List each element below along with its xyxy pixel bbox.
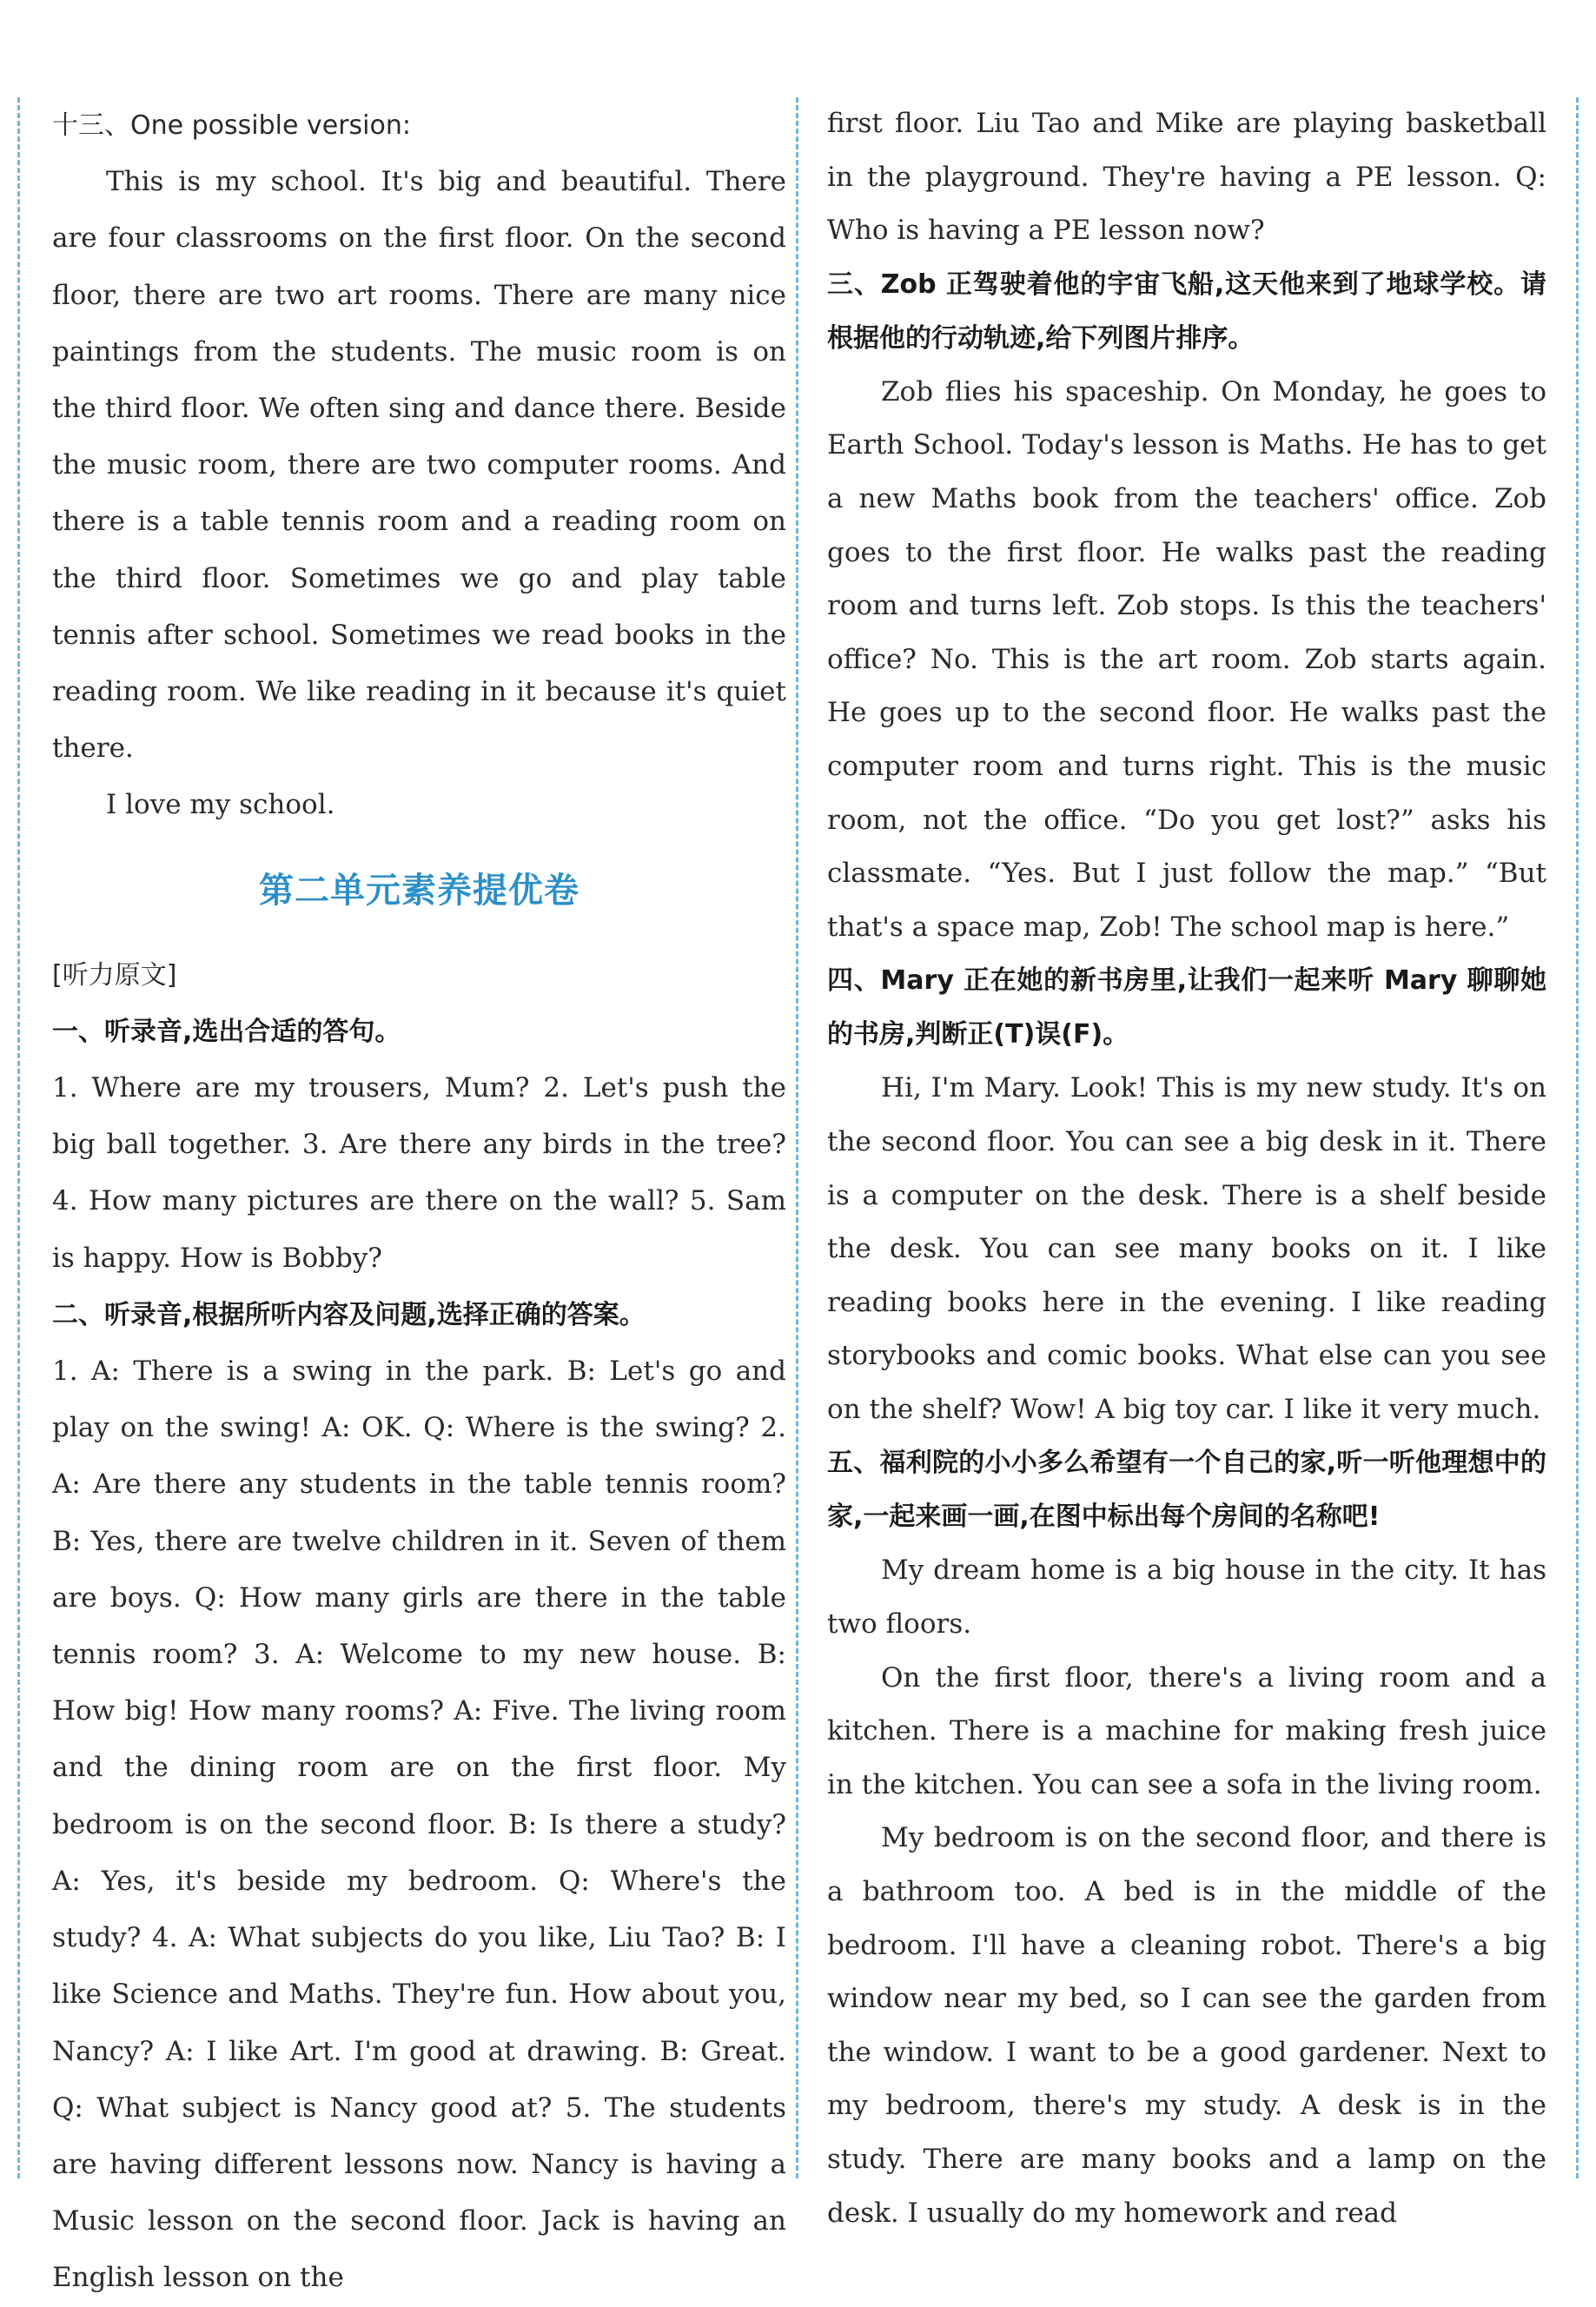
part1-heading: 一、听录音,选出合适的答句。 bbox=[52, 1016, 401, 1047]
essay-heading: 十三、One possible version: bbox=[52, 110, 411, 141]
essay-paragraph-1: This is my school. It's big and beautiful. There are four classrooms on the first floor. On the second floor, there are two art rooms. There are many nice paintings from the students. The music room is on the third floor. We often sing and dance there. Beside the music room, there are two computer rooms. And there is a table tennis room and a reading room on the third floor. Sometimes we go and play table tennis after school. Sometimes we read books in the reading room. We like reading in it because it's quiet there. bbox=[52, 166, 786, 765]
column-divider-dashed-line bbox=[796, 97, 798, 2178]
part5-heading: 五、福利院的小小多么希望有一个自己的家,听一听他理想中的家,一起来画一画,在图中标出每个房间的名称吧! bbox=[827, 1448, 1546, 1533]
part3-heading: 三、Zob 正驾驶着他的宇宙飞船,这天他来到了地球学校。请根据他的行动轨迹,给下列图片排序。 bbox=[827, 268, 1546, 354]
right-margin-dashed-line bbox=[1576, 97, 1579, 2178]
unit-title: 第二单元素养提优卷 bbox=[259, 869, 579, 911]
part5-paragraph-2: On the first floor, there's a living room and a kitchen. There is a machine for making fresh juice in the kitchen. You can see a sofa in the living room. bbox=[827, 1661, 1546, 1800]
left-margin-dashed-line bbox=[17, 97, 20, 2178]
part5-paragraph-1: My dream home is a big house in the city. It has two floors. bbox=[827, 1555, 1546, 1641]
part2-text: 1. A: There is a swing in the park. B: Let's go and play on the swing! A: OK. Q: Where is the swing? 2. A: Are there any students in the table tennis room? B: Yes, there are twelve children in it. Seven of them are boys. Q: How many girls are there in the table tennis room? 3. A: Welcome to my new house. B: How big! How many rooms? A: Five. The living room and the dining room are on the first floor. My bedroom is on the second floor. B: Is there a study? A: Yes, it's beside my bedroom. Q: Where's the study? 4. A: What subjects do you like, Liu Tao? B: I like Science and Maths. They're fun. How about you, Nancy? A: I like Art. I'm good at drawing. B: Great. Q: What subject is Nancy good at? 5. The students are having different lessons now. Nancy is having a Music lesson on the second floor. Jack is having an English lesson on the bbox=[52, 1356, 786, 2294]
part2-heading: 二、听录音,根据所听内容及问题,选择正确的答案。 bbox=[52, 1299, 646, 1330]
part4-heading: 四、Mary 正在她的新书房里,让我们一起来听 Mary 聊聊她的书房,判断正(T)误(F)。 bbox=[827, 965, 1546, 1051]
part5-paragraph-3: My bedroom is on the second floor, and there is a bathroom too. A bed is in the middle of the bedroom. I'll have a cleaning robot. There's a big window near my bed, so I can see the garden from the window. I want to be a good gardener. Next to my bedroom, there's my study. A desk is in the study. There are many books and a lamp on the desk. I usually do my homework and read bbox=[827, 1822, 1546, 2229]
part4-text: Hi, I'm Mary. Look! This is my new study. It's on the second floor. You can see a big desk in it. There is a computer on the desk. There is a shelf beside the desk. You can see many books on it. I like reading books here in the evening. I like reading storybooks and comic books. What else can you see on the shelf? Wow! A big toy car. I like it very much. bbox=[827, 1072, 1546, 1425]
listening-script-label: [听力原文] bbox=[52, 959, 177, 991]
essay-paragraph-2: I love my school. bbox=[106, 789, 335, 821]
part2-continued-text: first floor. Liu Tao and Mike are playing basketball in the playground. They're having a PE lesson. Q: Who is having a PE lesson now? bbox=[827, 108, 1546, 247]
part3-text: Zob flies his spaceship. On Monday, he goes to Earth School. Today's lesson is Maths. He has to get a new Maths book from the teachers' office. Zob goes to the first floor. He walks past the reading room and turns left. Zob stops. Is this the teachers' office? No. This is the art room. Zob starts again. He goes up to the second floor. He walks past the computer room and turns right. This is the music room, not the office. “Do you get lost?” asks his classmate. “Yes. But I just follow the map.” “But that's a space map, Zob! The school map is here.” bbox=[827, 375, 1546, 943]
left-column bbox=[52, 97, 786, 2307]
right-column bbox=[827, 97, 1546, 2240]
part1-text: 1. Where are my trousers, Mum? 2. Let's push the big ball together. 3. Are there any birds in the tree? 4. How many pictures are there on the wall? 5. Sam is happy. How is Bobby? bbox=[52, 1072, 786, 1274]
